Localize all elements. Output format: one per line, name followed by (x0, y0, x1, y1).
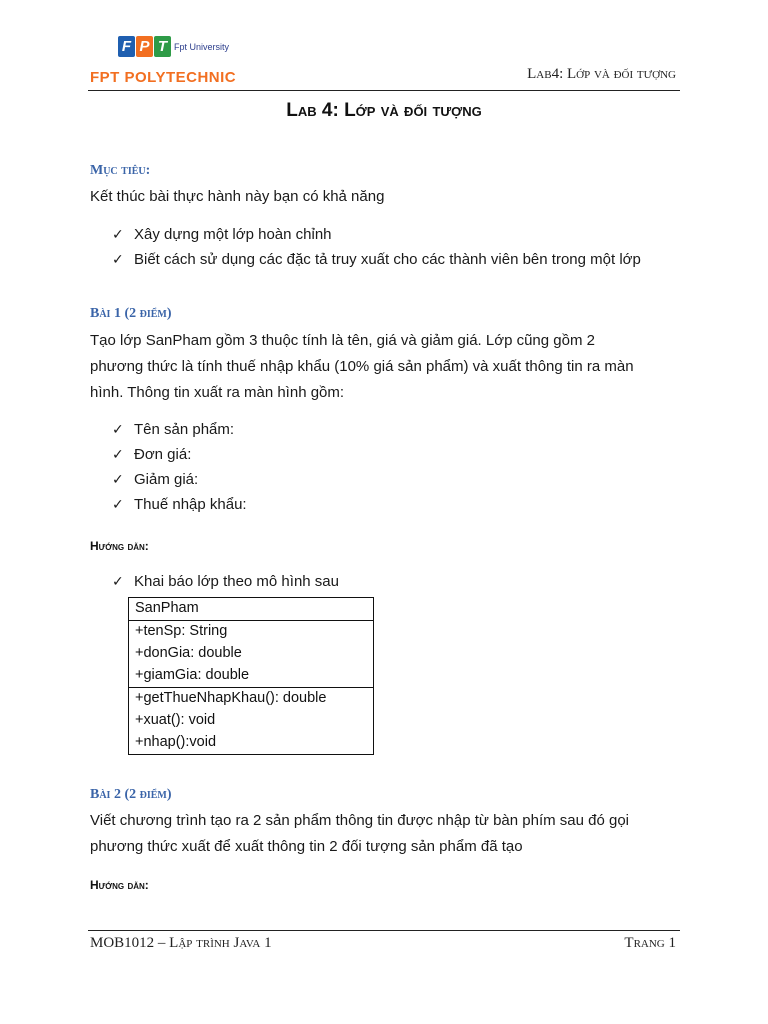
bai1-item-text: Giảm giá: (134, 471, 199, 488)
uml-class-box (128, 597, 374, 755)
bai1-guide-heading: Hướng dẫn: (90, 539, 149, 553)
uml-method: +xuat(): void (135, 712, 216, 728)
bai1-item-text: Tên sản phẩm: (134, 421, 235, 438)
objective-intro-text: Kết thúc bài thực hành này bạn có khả năng (90, 188, 385, 205)
page-title: Lab 4: Lớp và đối tượng (286, 100, 482, 121)
bai1-line: Tạo lớp SanPham gồm 3 thuộc tính là tên, giá và giảm giá. Lớp cũng gồm 2 (90, 332, 595, 349)
check-icon: ✓ (112, 422, 124, 438)
footer-course: MOB1012 – Lập trình Java 1 (90, 935, 272, 951)
bai1-paragraph (90, 328, 678, 406)
uml-class-name: SanPham (135, 600, 199, 616)
objective-item (112, 251, 641, 268)
check-icon: ✓ (112, 472, 124, 488)
footer-page-number: Trang 1 (624, 935, 676, 951)
bai1-item-text: Thuế nhập khẩu: (134, 496, 247, 513)
bai1-item (112, 496, 247, 513)
logo-letter-f: F (118, 36, 135, 57)
header-divider (88, 90, 680, 91)
bai1-line: hình. Thông tin xuất ra màn hình gồm: (90, 384, 345, 401)
check-icon: ✓ (112, 252, 124, 268)
check-icon: ✓ (112, 497, 124, 513)
bai2-line: Viết chương trình tạo ra 2 sản phẩm thông tin được nhập từ bàn phím sau đó gọi (90, 812, 630, 829)
objective-intro (90, 184, 678, 210)
bai1-item (112, 421, 234, 438)
header-lab-text: Lab4: Lớp và đối tượng (527, 66, 676, 82)
uml-divider (129, 687, 373, 688)
footer-divider (88, 930, 680, 931)
uml-method: +getThueNhapKhau(): double (135, 690, 327, 706)
bai2-guide-heading: Hướng dẫn: (90, 878, 149, 892)
objective-heading: Mục tiêu: (90, 163, 151, 178)
bai2-line: phương thức xuất để xuất thông tin 2 đối tượng sản phẩm đã tạo (90, 838, 523, 855)
objective-item-text: Xây dựng một lớp hoàn chỉnh (134, 226, 332, 243)
header-lab-label (527, 66, 676, 83)
bai1-guide-text: Khai báo lớp theo mô hình sau (134, 573, 339, 590)
uml-attribute: +giamGia: double (135, 667, 250, 683)
bai1-item-text: Đơn giá: (134, 446, 192, 463)
check-icon: ✓ (112, 227, 124, 243)
uml-divider (129, 620, 373, 621)
objective-item-text: Biết cách sử dụng các đặc tả truy xuất cho các thành viên bên trong một lớp (134, 251, 641, 268)
uml-attribute: +tenSp: String (135, 623, 228, 639)
bai2-paragraph (90, 808, 678, 860)
check-icon: ✓ (112, 574, 124, 590)
bai1-item (112, 446, 191, 463)
uml-attribute: +donGia: double (135, 645, 242, 661)
logo-letter-p: P (136, 36, 153, 57)
bai1-guide-item (112, 573, 339, 590)
brand-name: FPT POLYTECHNIC (90, 69, 237, 86)
check-icon: ✓ (112, 447, 124, 463)
bai1-heading: Bài 1 (2 điểm) (90, 306, 172, 321)
uml-method: +nhap():void (135, 734, 217, 750)
bai2-heading: Bài 2 (2 điểm) (90, 787, 172, 802)
logo-letter-t: T (154, 36, 171, 57)
logo-university-text: Fpt University (174, 42, 230, 52)
objective-item (112, 226, 332, 243)
fpt-logo (118, 36, 230, 64)
bai1-line: phương thức là tính thuế nhập khẩu (10% giá sản phẩm) và xuất thông tin ra màn (90, 358, 634, 375)
bai1-item (112, 471, 198, 488)
